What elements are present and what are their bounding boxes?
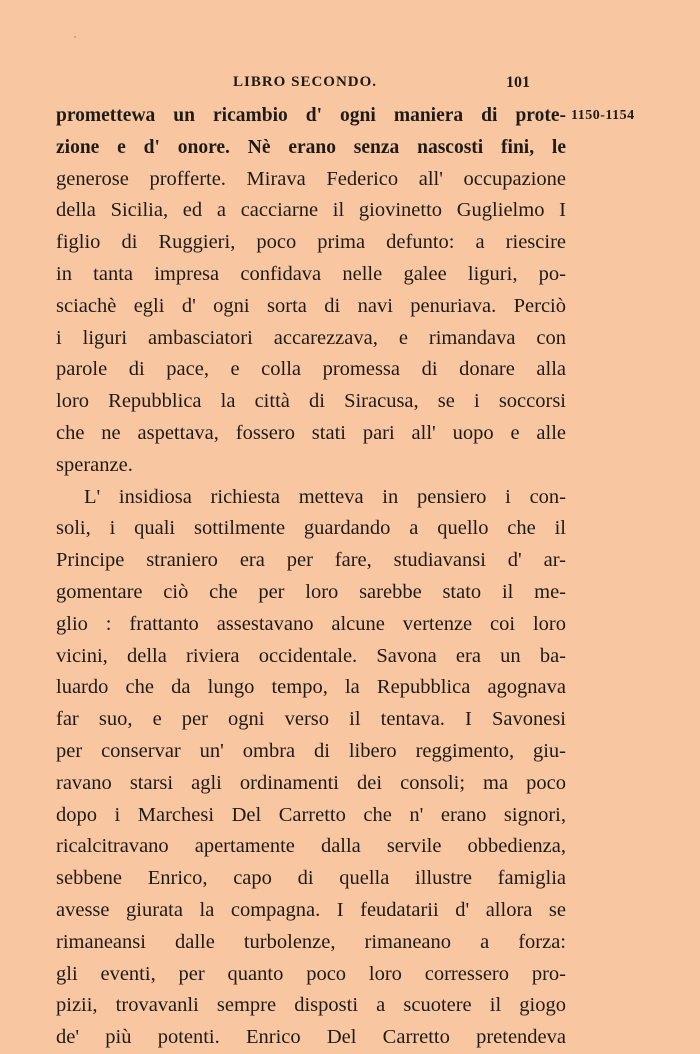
text-line: Principe straniero era per fare, studiavansi d' ar-	[56, 549, 566, 572]
text-line: della Sicilia, ed a cacciarne il giovinetto Guglielmo I	[56, 199, 566, 222]
text-line: far suo, e per ogni verso il tentava. I Savonesi	[56, 708, 566, 731]
text-line: gomentare ciò che per loro sarebbe stato il me-	[56, 580, 566, 603]
text-line: zione e d' onore. Nè erano senza nascosti fini, le	[56, 136, 566, 158]
text-line: rimaneansi dalle turbolenze, rimaneano a forza:	[56, 930, 566, 953]
text-line: sebbene Enrico, capo di quella illustre famiglia	[56, 867, 566, 890]
text-line: luardo che da lungo tempo, la Repubblica agognava	[56, 676, 566, 699]
margin-date-note: 1150-1154	[571, 108, 635, 123]
text-line: promettewa un ricambio d' ogni maniera di prote-	[56, 105, 566, 126]
text-line: pizii, trovavanli sempre disposti a scuotere il giogo	[56, 994, 566, 1017]
text-line: sciachè egli d' ogni sorta di navi penuriava. Perciò	[56, 294, 566, 317]
text-line: gli eventi, per quanto poco loro corressero pro-	[56, 962, 566, 985]
text-line: soli, i quali sottilmente guardando a quello che il	[56, 517, 566, 540]
text-line: vicini, della riviera occidentale. Savona era un ba-	[56, 644, 566, 667]
text-line: ravano starsi agli ordinamenti dei consoli; ma poco	[56, 771, 566, 794]
paper-speck	[74, 36, 76, 38]
text-line: glio : frattanto assestavano alcune vertenze coi loro	[56, 612, 566, 635]
text-line: che ne aspettava, fossero stati pari all' uopo e alle	[56, 421, 566, 444]
text-line: de' più potenti. Enrico Del Carretto pretendeva	[56, 1026, 566, 1049]
text-line: per conservar un' ombra di libero reggimento, giu-	[56, 739, 566, 762]
text-line: i liguri ambasciatori accarezzava, e rimandava con	[56, 326, 566, 349]
running-head: LIBRO SECONDO.	[233, 74, 378, 90]
page-number: 101	[506, 74, 530, 91]
text-line: parole di pace, e colla promessa di donare alla	[56, 358, 566, 381]
text-line: in tanta impresa confidava nelle galee liguri, po-	[56, 262, 566, 285]
text-line: dopo i Marchesi Del Carretto che n' erano signori,	[56, 803, 566, 826]
text-line: avesse giurata la compagna. I feudatarii d' allora se	[56, 898, 566, 921]
text-line: figlio di Ruggieri, poco prima defunto: a riescire	[56, 231, 566, 254]
text-line: loro Repubblica la città di Siracusa, se i soccorsi	[56, 390, 566, 413]
body-text	[56, 100, 566, 1054]
text-line: generose profferte. Mirava Federico all' occupazione	[56, 167, 566, 190]
text-line: ricalcitravano apertamente dalla servile obbedienza,	[56, 835, 566, 858]
text-line: speranze.	[56, 453, 133, 476]
text-line: L' insidiosa richiesta metteva in pensiero i con-	[84, 485, 566, 508]
